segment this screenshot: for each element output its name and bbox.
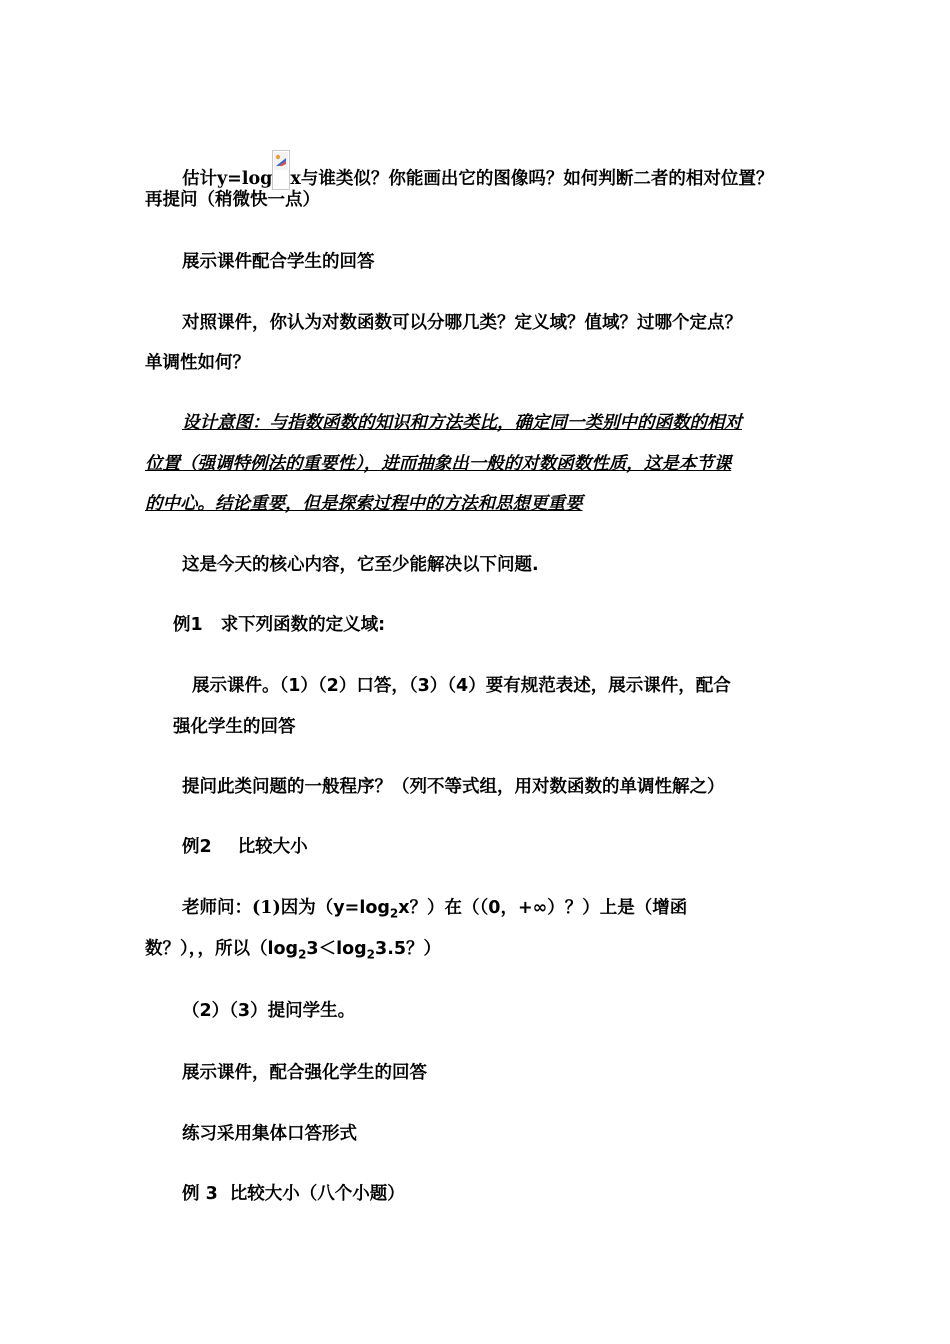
formula-log: y=log [217, 169, 273, 189]
paragraph-general-procedure: 提问此类问题的一般程序？（列不等式组，用对数函数的单调性解之） [182, 777, 725, 797]
example-1 [173, 615, 385, 636]
example-3-label: 例 3 [182, 1184, 218, 1204]
paragraph-compare-line1: 对照课件，你认为对数函数可以分哪几类？定义域？值域？过哪个定点？ [182, 313, 742, 333]
paragraph-show-courseware-2: 展示课件，配合强化学生的回答 [182, 1063, 427, 1083]
example-2-label: 例2 [182, 837, 212, 857]
paragraph-estimate: 估计y=log x与谁类似？你能画出它的图像吗？如何判断二者的相对位置？ [182, 150, 773, 190]
design-intent-line2: 位置（强调特例法的重要性），进而抽象出一般的对数函数性质，这是本节课 [145, 454, 732, 474]
paragraph-compare-line2: 单调性如何？ [145, 353, 250, 373]
design-intent-line1: 设计意图：与指数函数的知识和方法类比，确定同一类别中的函数的相对 [182, 413, 742, 433]
paragraph-core-content: 这是今天的核心内容，它至少能解决以下问题. [182, 555, 539, 575]
paragraph-practice: 练习采用集体口答形式 [182, 1124, 357, 1144]
example-3 [182, 1184, 405, 1205]
example-1-text: 求下列函数的定义域: [220, 615, 386, 635]
example-3-text: 比较大小（八个小题） [229, 1184, 405, 1204]
paragraph-teacher-asks-line2: 数？），，所以（$\log_23<\log_23.5$？） [145, 939, 442, 962]
paragraph-ask-students: （2）（3）提问学生。 [182, 1001, 356, 1021]
example-1-label: 例1 [173, 615, 203, 635]
example-2-text: 比较大小 [237, 837, 308, 857]
example-2 [182, 837, 308, 858]
broken-image-icon [272, 150, 290, 190]
paragraph-oral-answer-line2: 强化学生的回答 [173, 717, 296, 737]
paragraph-teacher-asks-line1: 老师问：(1)因为（$y=\log_2x$？）在（（0，+∞）？）上是（增函 [182, 898, 688, 921]
paragraph-estimate-line2: 再提问（稍微快一点） [145, 190, 320, 210]
paragraph-show-courseware: 展示课件配合学生的回答 [182, 252, 375, 272]
design-intent-line3: 的中心。结论重要，但是探索过程中的方法和思想更重要 [145, 494, 583, 514]
paragraph-oral-answer-line1: 展示课件。（1）（2）口答，（3）（4）要有规范表述，展示课件，配合 [192, 676, 731, 696]
